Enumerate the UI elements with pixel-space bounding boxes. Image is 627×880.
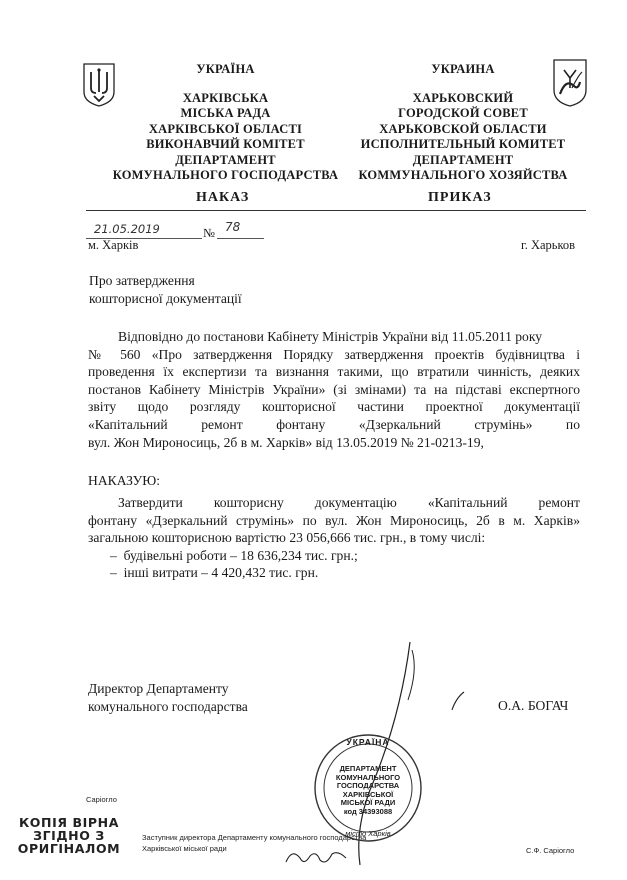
header-left-line: ВИКОНАВЧИЙ КОМІТЕТ	[146, 137, 305, 151]
footer-deputy-line: Харківської міської ради	[142, 844, 227, 853]
header-right-line: ИСПОЛНИТЕЛЬНЫЙ КОМИТЕТ	[360, 137, 566, 151]
subject-line: Про затвердження	[89, 273, 195, 288]
signature-tick	[448, 690, 468, 712]
order-item-text: будівельні роботи – 18 636,234 тис. грн.;	[123, 547, 358, 563]
preamble-line: Відповідно до постанови Кабінету Міністрів України від 11.05.2011 року	[118, 329, 543, 344]
order-word: НАКАЗУЮ:	[88, 473, 161, 488]
header-left-line: КОМУНАЛЬНОГО ГОСПОДАРСТВА	[112, 168, 339, 182]
header-right-line: ХАРЬКОВСКИЙ	[412, 90, 514, 105]
stamp-line: код 34393088	[343, 806, 393, 816]
signatory-name: О.А. БОГАЧ	[498, 698, 569, 713]
stamp-line: ДЕПАРТАМЕНТ	[339, 764, 397, 773]
header-left-line: ХАРКІВСЬКА	[182, 90, 269, 105]
header-left-line: ХАРКІВСЬКОЇ ОБЛАСТІ	[148, 121, 303, 136]
number-underline	[217, 238, 264, 239]
header-right-line: ГОРОДСКОЙ СОВЕТ	[398, 106, 528, 120]
order-line: загальною кошторисною вартістю 23 056,666 тис. грн., в тому числі:	[88, 530, 486, 546]
preamble-line: вул. Жон Мироносиць, 2б в м. Харків» від 13.05.2019 № 21-0213-19,	[88, 434, 484, 450]
preamble-line: № 560 «Про затвердження Порядку затвердження проектів будівництва і	[88, 346, 580, 362]
order-paragraph	[88, 494, 580, 582]
stamp-top-text: УКРАЇНА	[346, 737, 390, 747]
stamp-line: ГОСПОДАРСТВА	[336, 781, 400, 790]
header-right-line: ДЕПАРТАМЕНТ	[412, 152, 514, 167]
preamble-line: «Капітальний ремонт фонтану «Дзеркальний струмінь» по	[88, 416, 580, 432]
doc-title-nakaz: НАКАЗ	[196, 190, 250, 205]
bullet-dash: –	[110, 565, 124, 581]
stamp-bottom-text: місто Харків	[345, 829, 391, 838]
order-item	[88, 547, 580, 565]
copy-stamp-line: КОПІЯ ВІРНА	[18, 815, 119, 830]
preamble-line: проведення їх експертизи та визнання такими, що втратили чинність, деяких	[88, 364, 580, 380]
city-right: г. Харьков	[521, 238, 576, 252]
stamp-center	[313, 765, 423, 816]
doc-title-prikaz: ПРИКАЗ	[428, 190, 492, 205]
number-sign: №	[203, 226, 215, 240]
stamp-line: ХАРКІВСЬКОЇ	[342, 789, 394, 799]
bottom-signature	[282, 846, 352, 870]
header-right-country: УКРАИНА	[431, 62, 495, 76]
footer-right-name: С.Ф. Саріогло	[526, 846, 575, 855]
order-item	[88, 564, 580, 582]
city-left: м. Харків	[88, 238, 139, 252]
footer-deputy-line: Заступник директора Департаменту комунального господарства	[142, 833, 367, 842]
order-line: Затвердити кошторисну документацію «Капітальний ремонт	[118, 495, 580, 510]
header-left-line: ДЕПАРТАМЕНТ	[175, 152, 276, 167]
bullet-dash: –	[110, 547, 124, 563]
subject	[89, 272, 242, 307]
preamble-line: постанов Кабінету Міністрів України» (зі змінами) та на підставі експертного	[88, 381, 580, 397]
copy-stamp-line: ЗГІДНО З	[33, 828, 105, 843]
signatory-position-line: комунального господарства	[88, 698, 248, 714]
header-left	[108, 62, 343, 184]
header-left-line: МІСЬКА РАДА	[180, 106, 271, 120]
copy-stamp	[14, 816, 124, 855]
preamble-line: звіту щодо розгляду кошторисної частини проектної документації	[88, 399, 580, 415]
subject-line: кошторисної документації	[89, 290, 242, 306]
order-date: 21.05.2019	[94, 222, 160, 236]
header-right-line: КОММУНАЛЬНОГО ХОЗЯЙСТВА	[358, 168, 568, 182]
signatory-position	[88, 680, 248, 715]
header-left-country: УКРАЇНА	[196, 62, 255, 76]
stamp-line: КОМУНАЛЬНОГО	[335, 772, 401, 782]
header-divider	[86, 210, 586, 211]
header-right-line: ХАРЬКОВСКОЙ ОБЛАСТИ	[379, 121, 547, 136]
order-item-text: інші витрати – 4 420,432 тис. грн.	[123, 565, 319, 581]
copy-stamp-line: ОРИГІНАЛОМ	[17, 841, 121, 856]
header-right	[348, 62, 578, 184]
footer-left-name: Саріогло	[86, 795, 117, 804]
round-stamp	[313, 733, 423, 843]
signatory-position-line: Директор Департаменту	[88, 681, 229, 696]
order-line: фонтану «Дзеркальний струмінь» по вул. Жон Мироносиць, 2б в м. Харків»	[88, 512, 580, 528]
stamp-line: МІСЬКОЇ РАДИ	[340, 798, 396, 807]
preamble-paragraph	[88, 328, 580, 451]
order-number: 78	[225, 220, 241, 234]
